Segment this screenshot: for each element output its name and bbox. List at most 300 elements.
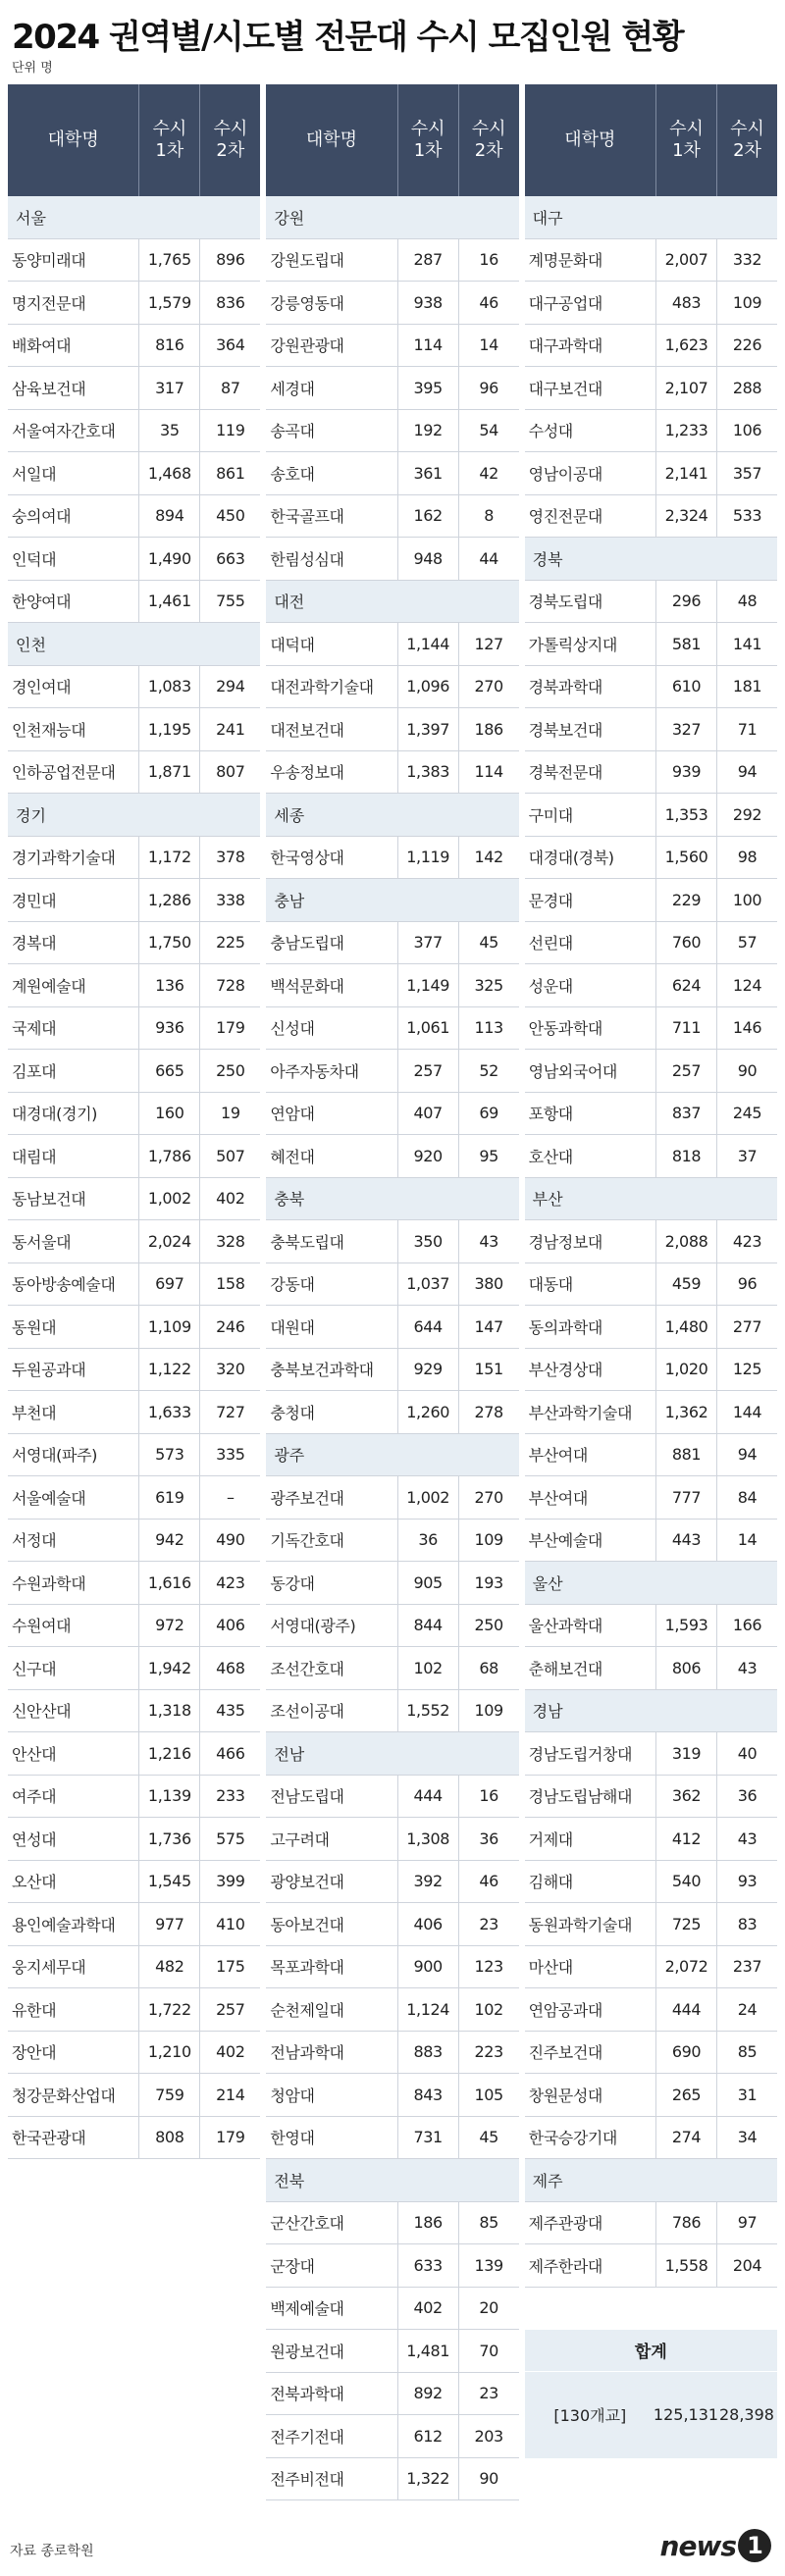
round2-count: 378 [199, 837, 260, 879]
college-name: 한국골프대 [270, 507, 344, 527]
round2-count: 14 [716, 1520, 777, 1562]
table-row [8, 1776, 260, 1819]
round2-count: 85 [716, 2032, 777, 2074]
round2-count: 861 [199, 452, 260, 494]
region-header: 강원 [266, 196, 518, 239]
round1-count: 1,020 [655, 1349, 716, 1391]
round1-count: 483 [655, 282, 716, 324]
round2-count: 57 [716, 922, 777, 964]
college-name: 조선간호대 [270, 1659, 344, 1678]
table-row [266, 1690, 518, 1733]
table-row [525, 837, 777, 880]
round1-count: 1,119 [397, 837, 458, 879]
college-name: 혜전대 [270, 1147, 315, 1166]
round2-count: 144 [716, 1391, 777, 1433]
round1-count: 444 [655, 1988, 716, 2031]
round1-count: 1,722 [138, 1988, 199, 2031]
round1-count: 1,461 [138, 581, 199, 623]
round1-count: 296 [655, 581, 716, 623]
college-name: 강릉영동대 [270, 293, 344, 313]
table-row [266, 1263, 518, 1307]
round1-count: 977 [138, 1903, 199, 1945]
table-row [266, 2288, 518, 2331]
college-name: 웅지세무대 [12, 1958, 86, 1978]
table-row [525, 1220, 777, 1263]
college-name: 청강문화산업대 [12, 2086, 116, 2105]
region-header: 울산 [525, 1562, 777, 1605]
table-row [8, 1135, 260, 1178]
round2-count: 294 [199, 666, 260, 708]
round2-count: 139 [458, 2244, 519, 2287]
college-name: 한양여대 [12, 592, 72, 612]
round2-count: 836 [199, 282, 260, 324]
college-name: 조선이공대 [270, 1702, 344, 1722]
college-name: 대구보건대 [528, 379, 602, 398]
round1-count: 711 [655, 1007, 716, 1050]
college-name: 한국영상대 [270, 849, 344, 868]
college-name: 연성대 [12, 1829, 57, 1849]
round2-count: 896 [199, 239, 260, 282]
round2-count: 46 [458, 282, 519, 324]
table-row [525, 2202, 777, 2245]
college-name: 전주비전대 [270, 2470, 344, 2490]
region-header: 전북 [266, 2159, 518, 2202]
college-name: 용인예술과학대 [12, 1915, 116, 1934]
table-row [266, 922, 518, 965]
table-row [266, 2330, 518, 2373]
round1-count: 948 [397, 538, 458, 580]
region-header: 부산 [525, 1178, 777, 1221]
college-name: 대경대(경북) [528, 849, 614, 868]
header-name: 대학명 [47, 129, 99, 150]
region-header: 제주 [525, 2159, 777, 2202]
round1-count: 619 [138, 1476, 199, 1519]
round1-count: 102 [397, 1647, 458, 1689]
table-row [525, 282, 777, 325]
round2-count: 95 [458, 1135, 519, 1177]
round2-count: 119 [199, 410, 260, 452]
table-row [525, 1476, 777, 1520]
table-row [525, 1861, 777, 1904]
round1-count: 265 [655, 2074, 716, 2116]
table-row [266, 708, 518, 751]
round2-count: 257 [199, 1988, 260, 2031]
table-column [266, 84, 518, 2500]
round2-count: 19 [199, 1093, 260, 1135]
college-name: 동서울대 [12, 1232, 72, 1252]
table-row [266, 666, 518, 709]
round2-count: 288 [716, 367, 777, 409]
header-name: 대학명 [564, 129, 616, 150]
round2-count: 70 [458, 2330, 519, 2372]
table-row [266, 2032, 518, 2075]
college-name: 부산여대 [528, 1446, 588, 1466]
header-round2: 수시 2차 [199, 84, 260, 196]
round2-count: 728 [199, 964, 260, 1006]
round2-count: 85 [458, 2202, 519, 2244]
round2-count: 335 [199, 1434, 260, 1476]
college-name: 포항대 [528, 1105, 573, 1124]
table-row [266, 2373, 518, 2416]
table-row [8, 1306, 260, 1349]
round2-count: 90 [458, 2458, 519, 2500]
college-name: 경북전문대 [528, 763, 602, 783]
round1-count: 407 [397, 1093, 458, 1135]
college-name: 춘해보건대 [528, 1659, 602, 1678]
table-row [525, 1946, 777, 1989]
table-row [525, 922, 777, 965]
table-row [266, 1818, 518, 1861]
round1-count: 1,195 [138, 708, 199, 750]
round2-count: 142 [458, 837, 519, 879]
round1-count: 2,007 [655, 239, 716, 282]
college-name: 전남도립대 [270, 1787, 344, 1807]
round1-count: 644 [397, 1306, 458, 1348]
round1-count: 361 [397, 452, 458, 494]
college-name: 동양미래대 [12, 251, 86, 271]
total-title: 합계 [525, 2330, 777, 2373]
table-row [8, 1007, 260, 1051]
table-row [8, 2117, 260, 2160]
college-name: 인천재능대 [12, 720, 86, 740]
college-name: 거제대 [528, 1829, 573, 1849]
round1-count: 186 [397, 2202, 458, 2244]
college-name: 한국관광대 [12, 2129, 86, 2148]
college-name: 세경대 [270, 379, 315, 398]
round1-count: 1,322 [397, 2458, 458, 2500]
round2-count: 533 [716, 495, 777, 538]
table-row [8, 239, 260, 283]
round1-count: 633 [397, 2244, 458, 2287]
college-name: 안동과학대 [528, 1019, 602, 1039]
round2-count: 46 [458, 1861, 519, 1903]
table-row [525, 1988, 777, 2032]
round1-count: 894 [138, 495, 199, 538]
table-column [8, 84, 260, 2500]
college-name: 수원과학대 [12, 1573, 86, 1593]
round1-count: 760 [655, 922, 716, 964]
table-row [8, 1520, 260, 1563]
table-row [8, 1562, 260, 1605]
round1-count: 777 [655, 1476, 716, 1519]
round2-count: 402 [199, 1178, 260, 1220]
table-row [266, 452, 518, 495]
region-header: 대구 [525, 196, 777, 239]
college-name: 아주자동차대 [270, 1061, 359, 1081]
round2-count: 147 [458, 1306, 519, 1348]
table-row [8, 1391, 260, 1434]
table-row [8, 1476, 260, 1520]
college-name: 충북보건과학대 [270, 1361, 374, 1380]
college-name: 전남과학대 [270, 2043, 344, 2063]
round2-count: 406 [199, 1605, 260, 1647]
header-round2: 수시 2차 [458, 84, 519, 196]
round2-count: 71 [716, 708, 777, 750]
round2-count: 124 [716, 964, 777, 1006]
table-row [266, 964, 518, 1007]
news1-logo: news 1 [660, 2529, 771, 2562]
round2-count: 380 [458, 1263, 519, 1306]
round1-count: 900 [397, 1946, 458, 1988]
table-row [266, 2244, 518, 2288]
round1-count: 540 [655, 1861, 716, 1903]
round1-count: 1,144 [397, 623, 458, 665]
round1-count: 690 [655, 2032, 716, 2074]
round2-count: 151 [458, 1349, 519, 1391]
round2-count: 245 [716, 1093, 777, 1135]
region-header: 세종 [266, 794, 518, 837]
round2-count: 203 [458, 2415, 519, 2457]
table-row [525, 751, 777, 795]
college-name: 부산과학기술대 [528, 1403, 633, 1422]
round1-count: 1,139 [138, 1776, 199, 1818]
round1-count: 920 [397, 1135, 458, 1177]
round2-count: 109 [458, 1520, 519, 1562]
table-row [8, 410, 260, 453]
college-name: 동의과학대 [528, 1317, 602, 1337]
table-row [8, 1220, 260, 1263]
round1-count: 443 [655, 1520, 716, 1562]
college-name: 신성대 [270, 1019, 315, 1039]
table-row [8, 666, 260, 709]
round2-count: 270 [458, 1476, 519, 1519]
round2-count: 44 [458, 538, 519, 580]
college-name: 서정대 [12, 1531, 57, 1551]
college-name: 유한대 [12, 2000, 57, 2020]
college-name: 송곡대 [270, 422, 315, 441]
round1-count: 1,286 [138, 879, 199, 921]
table-row [525, 452, 777, 495]
round2-count: 223 [458, 2032, 519, 2074]
header-round1: 수시 1차 [655, 84, 716, 196]
round2-count: 43 [716, 1818, 777, 1860]
round2-count: 105 [458, 2074, 519, 2116]
round1-count: 1,593 [655, 1605, 716, 1647]
round2-count: 450 [199, 495, 260, 538]
round2-count: 435 [199, 1690, 260, 1732]
college-name: 경복대 [12, 934, 57, 953]
table-row [266, 1946, 518, 1989]
round2-count: 24 [716, 1988, 777, 2031]
table-row [8, 1861, 260, 1904]
table-row [266, 1007, 518, 1051]
college-name: 계원예술대 [12, 976, 86, 996]
round2-count: 68 [458, 1647, 519, 1689]
region-header: 서울 [8, 196, 260, 239]
round1-count: 1,786 [138, 1135, 199, 1177]
round2-count: 146 [716, 1007, 777, 1050]
round2-count: 325 [458, 964, 519, 1006]
college-name: 대원대 [270, 1317, 315, 1337]
round1-count: 892 [397, 2373, 458, 2415]
table-row [525, 367, 777, 410]
total-box [525, 2330, 777, 2458]
round1-count: 612 [397, 2415, 458, 2457]
table-row [8, 2074, 260, 2117]
college-name: 경남도립거창대 [528, 1744, 633, 1764]
college-name: 동원과학기술대 [528, 1915, 633, 1934]
round1-count: 1,481 [397, 2330, 458, 2372]
table-row [525, 1818, 777, 1861]
college-name: 대림대 [12, 1147, 57, 1166]
round1-count: 2,088 [655, 1220, 716, 1262]
round1-count: 1,172 [138, 837, 199, 879]
table-row [266, 1605, 518, 1648]
college-name: 계명문화대 [528, 251, 602, 271]
college-name: 서울예술대 [12, 1488, 86, 1508]
round2-count: 270 [458, 666, 519, 708]
round1-count: 274 [655, 2117, 716, 2159]
college-name: 고구려대 [270, 1829, 330, 1849]
round1-count: 1,216 [138, 1732, 199, 1775]
table-row [266, 2117, 518, 2160]
college-name: 기독간호대 [270, 1531, 344, 1551]
round1-count: 844 [397, 1605, 458, 1647]
college-name: 동아보건대 [270, 1915, 344, 1934]
round2-count: 250 [458, 1605, 519, 1647]
round1-count: 36 [397, 1520, 458, 1562]
round1-count: 35 [138, 410, 199, 452]
round2-count: 186 [458, 708, 519, 750]
round2-count: 246 [199, 1306, 260, 1348]
round2-count: 490 [199, 1520, 260, 1562]
table-row [525, 879, 777, 922]
college-name: 대전보건대 [270, 720, 344, 740]
round2-count: 364 [199, 325, 260, 367]
round1-count: 1,002 [397, 1476, 458, 1519]
round1-count: 1,210 [138, 2032, 199, 2074]
college-name: 제주한라대 [528, 2256, 602, 2276]
page-title: 2024 권역별/시도별 전문대 수시 모집인원 현황 [12, 18, 684, 57]
college-name: 배화여대 [12, 336, 72, 356]
header-round2: 수시 2차 [716, 84, 777, 196]
college-name: 장안대 [12, 2043, 57, 2063]
table-row [266, 1861, 518, 1904]
table-row [266, 1988, 518, 2032]
table-row [8, 922, 260, 965]
round1-count: 160 [138, 1093, 199, 1135]
region-header: 충남 [266, 879, 518, 922]
round1-count: 2,072 [655, 1946, 716, 1988]
table-row [8, 1050, 260, 1093]
college-name: 강동대 [270, 1275, 315, 1295]
round1-count: 350 [397, 1220, 458, 1262]
table-row [266, 837, 518, 880]
round1-count: 939 [655, 751, 716, 794]
round2-count: 507 [199, 1135, 260, 1177]
college-name: 삼육보건대 [12, 379, 86, 398]
table-row [266, 1647, 518, 1690]
college-name: 숭의여대 [12, 507, 72, 527]
round2-count: 94 [716, 751, 777, 794]
round1-count: 1,871 [138, 751, 199, 794]
round1-count: 843 [397, 2074, 458, 2116]
round2-count: 90 [716, 1050, 777, 1092]
college-name: 서울여자간호대 [12, 422, 116, 441]
round1-count: 624 [655, 964, 716, 1006]
table-row [266, 495, 518, 539]
college-name: 연암대 [270, 1105, 315, 1124]
table-row [525, 1391, 777, 1434]
round2-count: 241 [199, 708, 260, 750]
round1-count: 1,308 [397, 1818, 458, 1860]
round1-count: 1,545 [138, 1861, 199, 1903]
round1-count: 806 [655, 1647, 716, 1689]
round2-count: 16 [458, 1776, 519, 1818]
table-row [8, 1605, 260, 1648]
round2-count: 54 [458, 410, 519, 452]
round1-count: 1,124 [397, 1988, 458, 2031]
total-row [525, 2372, 777, 2458]
round2-count: 181 [716, 666, 777, 708]
table-row [525, 2117, 777, 2160]
college-name: 마산대 [528, 1958, 573, 1978]
table-row [266, 367, 518, 410]
round2-count: 96 [458, 367, 519, 409]
round2-count: 87 [199, 367, 260, 409]
college-name: 백제예술대 [270, 2299, 344, 2319]
round2-count: 109 [716, 282, 777, 324]
round2-count: 237 [716, 1946, 777, 1988]
table-row [525, 964, 777, 1007]
table-header [8, 84, 260, 196]
round1-count: 818 [655, 1135, 716, 1177]
table-row [525, 2074, 777, 2117]
table-row [8, 1690, 260, 1733]
round2-count: 97 [716, 2202, 777, 2244]
round1-count: 1,233 [655, 410, 716, 452]
table-row [266, 2415, 518, 2458]
round2-count: 320 [199, 1349, 260, 1391]
round2-count: 40 [716, 1732, 777, 1775]
college-name: 안산대 [12, 1744, 57, 1764]
round1-count: 573 [138, 1434, 199, 1476]
round2-count: 278 [458, 1391, 519, 1433]
round1-count: 2,141 [655, 452, 716, 494]
round1-count: 1,633 [138, 1391, 199, 1433]
round2-count: – [199, 1476, 260, 1519]
round2-count: 113 [458, 1007, 519, 1050]
table-row [8, 1818, 260, 1861]
round2-count: 338 [199, 879, 260, 921]
round1-count: 406 [397, 1903, 458, 1945]
college-name: 전주기전대 [270, 2427, 344, 2447]
round1-count: 1,558 [655, 2244, 716, 2287]
round2-count: 727 [199, 1391, 260, 1433]
round1-count: 229 [655, 879, 716, 921]
header-round1: 수시 1차 [138, 84, 199, 196]
round1-count: 1,353 [655, 794, 716, 836]
college-name: 강원도립대 [270, 251, 344, 271]
table-row [266, 751, 518, 795]
round1-count: 1,061 [397, 1007, 458, 1050]
unit-label: 단위 명 [12, 61, 53, 76]
round1-count: 395 [397, 367, 458, 409]
college-name: 대덕대 [270, 635, 315, 654]
college-name: 경남도립남해대 [528, 1787, 633, 1807]
round1-count: 881 [655, 1434, 716, 1476]
round2-count: 106 [716, 410, 777, 452]
round1-count: 610 [655, 666, 716, 708]
round1-count: 162 [397, 495, 458, 538]
table-row [8, 837, 260, 880]
table-row [8, 964, 260, 1007]
round2-count: 45 [458, 2117, 519, 2159]
round2-count: 328 [199, 1220, 260, 1262]
round2-count: 468 [199, 1647, 260, 1689]
table-row [266, 1903, 518, 1946]
table-row [8, 325, 260, 368]
